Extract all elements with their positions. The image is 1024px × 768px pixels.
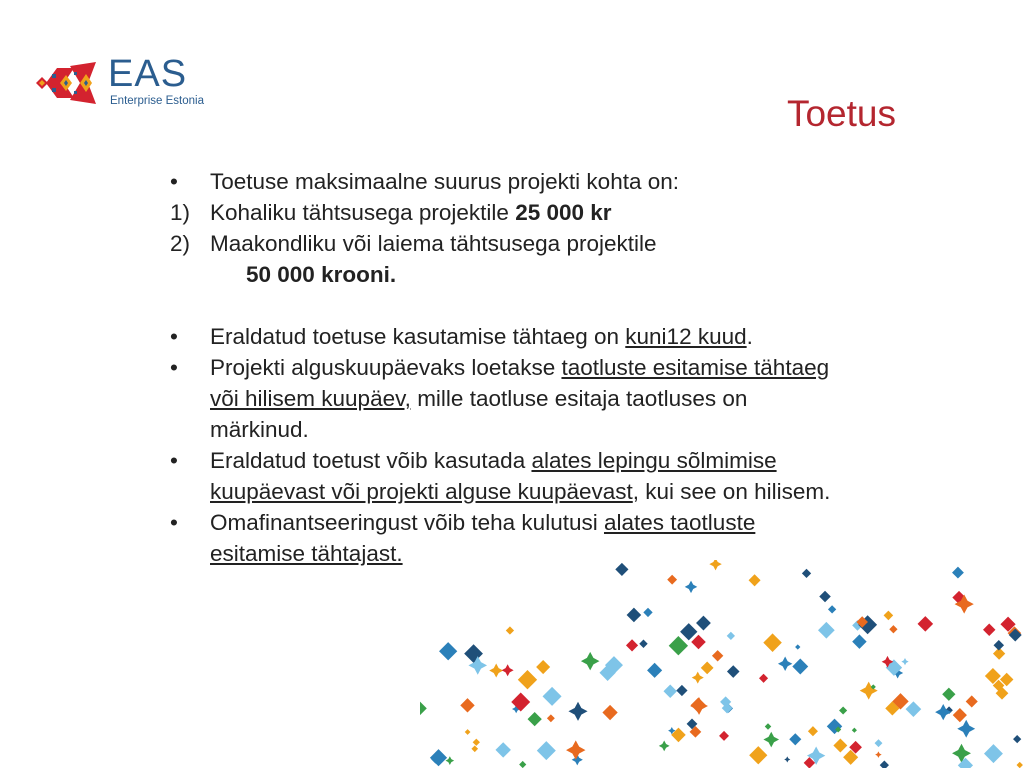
bullet-text: Omafinantseeringust võib teha kulutusi	[210, 510, 604, 535]
pattern-shape	[819, 591, 831, 603]
pattern-shape	[749, 574, 761, 586]
pattern-shape	[430, 749, 447, 766]
pattern-shape	[727, 665, 740, 678]
pattern-shape	[827, 719, 842, 734]
pattern-shape	[506, 626, 514, 634]
pattern-shape	[639, 640, 647, 648]
pattern-shape	[763, 732, 779, 748]
bullet-item	[170, 445, 840, 507]
logo-wordmark: EAS	[108, 53, 188, 95]
bullet-marker: •	[170, 510, 178, 535]
pattern-shape	[833, 739, 847, 753]
bullet-marker: •	[170, 448, 178, 473]
pattern-shape	[828, 605, 836, 613]
pattern-shape	[952, 567, 964, 579]
pattern-shape	[643, 608, 652, 617]
bullet-marker: •	[170, 324, 178, 349]
pattern-shape	[465, 729, 471, 735]
pattern-shape	[942, 688, 955, 701]
pattern-shape	[994, 640, 1005, 651]
bullet-marker: •	[170, 355, 178, 380]
pattern-shape	[749, 746, 767, 764]
pattern-shape	[464, 644, 483, 663]
pattern-shape	[918, 616, 934, 632]
pattern-shape	[852, 634, 866, 648]
bullet-text-end: mille taotluse esitaja taotluses on märkinud.	[210, 386, 748, 442]
bullet-text: Eraldatud toetust võib kasutada	[210, 448, 532, 473]
item-text: Kohaliku tähtsusega projektile	[210, 200, 516, 225]
slide-title: Toetus	[786, 93, 896, 134]
pattern-shape	[778, 657, 792, 671]
pattern-shape	[676, 685, 687, 696]
pattern-shape	[502, 664, 514, 676]
numbered-item-2	[170, 228, 840, 259]
pattern-shape	[460, 698, 474, 712]
pattern-shape	[696, 616, 711, 631]
pattern-shape	[952, 744, 971, 763]
item-amount: 50 000 krooni.	[246, 262, 397, 287]
bullet-item	[170, 321, 840, 352]
pattern-shape	[875, 739, 883, 747]
eas-folk-pattern-icon	[30, 58, 102, 108]
pattern-shape	[685, 581, 698, 594]
underlined-text: alates taotluste esitamise tähtajast.	[210, 510, 756, 566]
pattern-shape	[719, 731, 729, 741]
intro-bullet	[170, 166, 840, 197]
bullet-text-end: , kui see on hilisem.	[632, 479, 831, 504]
intro-text: Toetuse maksimaalne suurus projekti kohta on:	[210, 169, 679, 194]
item-text: Maakondliku või laiema tähtsusega projektile	[210, 231, 657, 256]
pattern-shape	[691, 635, 706, 650]
pattern-shape	[581, 652, 600, 671]
pattern-shape	[860, 682, 878, 700]
item-amount: 25 000 kr	[515, 200, 612, 225]
pattern-shape	[627, 608, 642, 623]
pattern-shape	[884, 611, 894, 621]
pattern-shape	[763, 633, 782, 652]
pattern-shape	[543, 687, 562, 706]
pattern-shape	[712, 650, 723, 661]
pattern-shape	[935, 704, 951, 720]
number-marker: 1)	[170, 200, 191, 225]
pattern-shape	[690, 697, 708, 715]
pattern-shape	[495, 742, 510, 757]
number-marker: 2)	[170, 231, 191, 256]
pattern-shape	[818, 622, 835, 639]
logo-subtitle: Enterprise Estonia	[110, 95, 204, 107]
pattern-shape	[880, 761, 889, 768]
pattern-shape	[602, 705, 617, 720]
pattern-shape	[889, 625, 897, 633]
bullet-text-end: .	[746, 324, 753, 349]
pattern-shape	[536, 660, 550, 674]
pattern-shape	[566, 740, 585, 759]
pattern-shape	[659, 741, 670, 752]
pattern-shape	[1013, 735, 1021, 743]
pattern-shape	[765, 723, 772, 730]
pattern-shape	[701, 661, 714, 674]
decorative-folk-pattern	[420, 560, 1024, 768]
pattern-shape	[808, 726, 818, 736]
bullet-marker: •	[170, 169, 178, 194]
bullet-item	[170, 352, 840, 445]
pattern-shape	[489, 664, 503, 678]
pattern-shape	[615, 563, 628, 576]
pattern-shape	[759, 674, 768, 683]
pattern-shape	[1017, 762, 1023, 768]
pattern-shape	[680, 623, 697, 640]
pattern-shape	[906, 701, 922, 717]
underlined-text: kuni12 kuud	[625, 324, 747, 349]
pattern-shape	[528, 712, 542, 726]
pattern-shape	[626, 639, 638, 651]
pattern-shape	[983, 623, 995, 635]
pattern-shape	[795, 644, 800, 649]
pattern-shape	[663, 685, 676, 698]
pattern-shape	[420, 702, 427, 715]
pattern-shape	[901, 658, 908, 665]
eas-logo	[30, 53, 210, 112]
pattern-shape	[439, 642, 457, 660]
slide-body	[170, 166, 840, 569]
pattern-shape	[518, 670, 537, 689]
pattern-shape	[984, 744, 1003, 763]
pattern-shape	[957, 720, 975, 738]
pattern-shape	[789, 733, 801, 745]
pattern-shape	[709, 560, 721, 570]
pattern-shape	[669, 636, 688, 655]
pattern-shape	[568, 702, 587, 721]
underlined-text: alates lepingu sõlmimise kuupäevast või projekti alguse kuupäevast	[210, 448, 777, 504]
pattern-shape	[692, 672, 704, 684]
pattern-shape	[537, 741, 556, 760]
pattern-shape	[647, 663, 662, 678]
pattern-shape	[875, 751, 881, 757]
numbered-item-2-continuation	[170, 259, 840, 290]
pattern-shape	[852, 728, 857, 733]
pattern-shape	[966, 695, 978, 707]
pattern-shape	[727, 632, 735, 640]
pattern-shape	[792, 659, 808, 675]
pattern-shape	[784, 756, 790, 762]
numbered-item-1	[170, 197, 840, 228]
pattern-shape	[953, 708, 967, 722]
pattern-shape	[519, 761, 526, 768]
pattern-shape	[839, 706, 847, 714]
underlined-text: taotluste esitamise tähtaeg või hilisem kuupäev,	[210, 355, 830, 411]
pattern-shape	[802, 569, 811, 578]
pattern-shape	[471, 745, 478, 752]
bullet-text: Projekti alguskuupäevaks loetakse	[210, 355, 562, 380]
pattern-shape	[547, 714, 555, 722]
pattern-shape	[667, 575, 677, 585]
bullet-text: Eraldatud toetuse kasutamise tähtaeg on	[210, 324, 626, 349]
pattern-shape	[473, 739, 480, 746]
